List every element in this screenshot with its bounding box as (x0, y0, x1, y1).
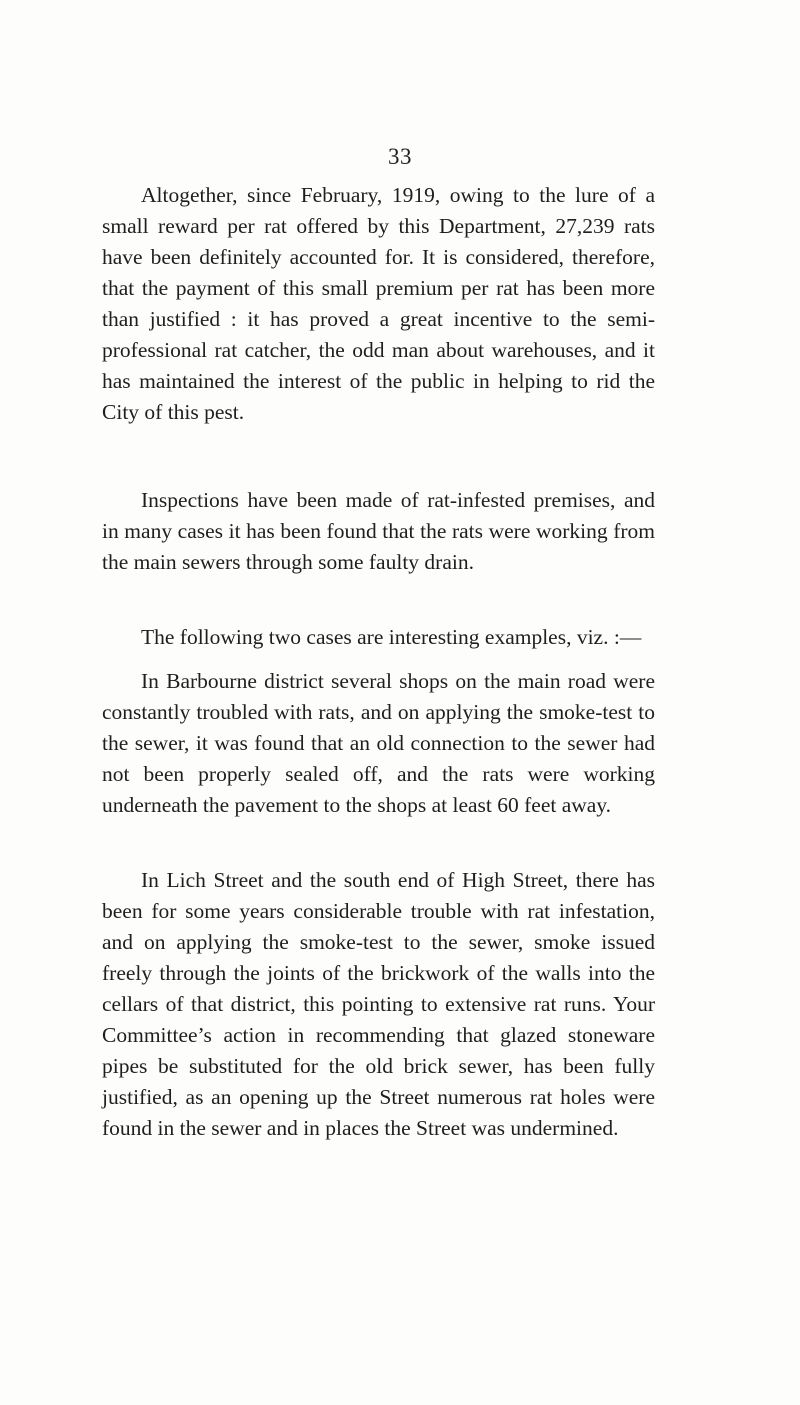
page-number: 33 (388, 144, 412, 169)
paragraph-barbourne-case: In Barbourne district several shops on the main road were constantly troubled with rats, and on applying the smoke-test to the sewer, it was found that an old connection to the sewer had not been properly sealed off, and the rats were working underneath the pavement to the shops at least 60 feet away. (102, 669, 655, 817)
paragraph-inspections: Inspections have been made of rat-infested premises, and in many cases it has been found that the rats were working from the main sewers through some faulty drain. (102, 488, 655, 574)
paragraph-examples-intro: The following two cases are interesting examples, viz. :— (141, 625, 642, 649)
paragraph-rat-reward: Altogether, since February, 1919, owing to the lure of a small reward per rat offered by this Department, 27,239 rats have been definitely accounted for. It is considered, therefore, that the payment of this small premium per rat has been more than justified : it has proved a great incentive to the semi-professional rat catcher, the odd man about warehouses, and it has maintained the interest of the public in helping to rid the City of this pest. (102, 183, 655, 424)
paragraph-lich-street-case: In Lich Street and the south end of High Street, there has been for some years considerable trouble with rat infestation, and on applying the smoke-test to the sewer, smoke issued freely through the joints of the brickwork of the walls into the cellars of that district, this pointing to extensive rat runs. Your Committee’s action in recommending that glazed stoneware pipes be substituted for the old brick sewer, has been fully justified, as an opening up the Street numerous rat holes were found in the sewer and in places the Street was undermined. (102, 868, 655, 1140)
